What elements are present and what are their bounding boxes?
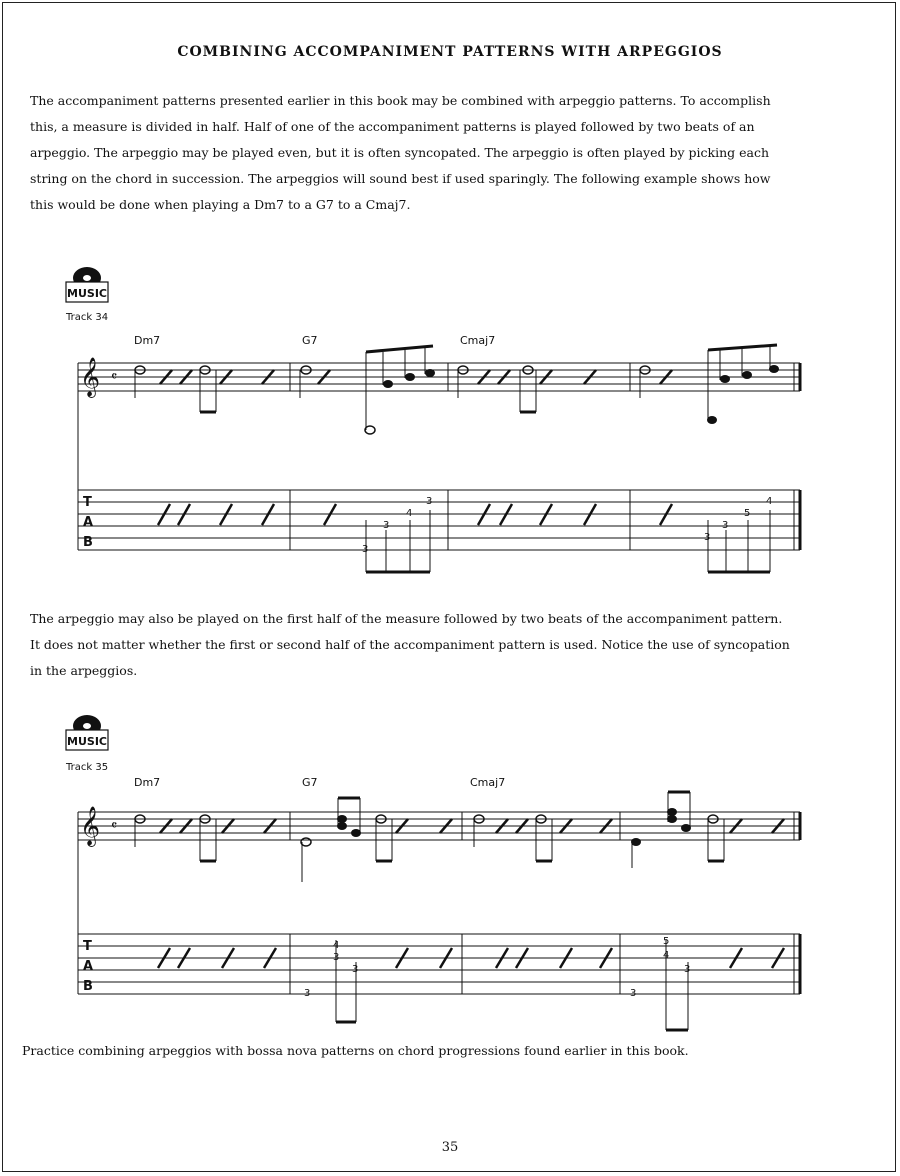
time-signature: 𝄴 <box>111 818 118 834</box>
intro-paragraph <box>30 88 870 218</box>
middle-line: in the arpeggios. <box>30 663 138 678</box>
treble-clef: 𝄞 <box>80 806 101 846</box>
cd-icon <box>60 712 114 758</box>
intro-line: string on the chord in succession. The arpeggios will sound best if used sparingly. The following example shows how <box>30 171 771 186</box>
page-number: 35 <box>441 1140 459 1155</box>
tab-number: 3 <box>352 964 359 975</box>
music-system-2 <box>0 782 900 1032</box>
tab-stems-2 <box>336 940 691 1030</box>
intro-line: The accompaniment patterns presented earlier in this book may be combined with arpeggio patterns. To accomplish <box>30 93 771 108</box>
tab-clef-letter: A <box>83 959 94 974</box>
staff-1 <box>78 363 800 550</box>
tab-number: 3 <box>630 988 637 999</box>
chord-symbol: Dm7 <box>134 334 161 347</box>
middle-paragraph <box>30 606 870 684</box>
practice-paragraph: Practice combining arpeggios with bossa nova patterns on chord progressions found earlier in this book. <box>22 1043 689 1058</box>
intro-line: this, a measure is divided in half. Half of one of the accompaniment patterns is played followed by two beats of an <box>30 119 755 134</box>
intro-line: this would be done when playing a Dm7 to a G7 to a Cmaj7. <box>30 197 411 212</box>
tab-number: 4 <box>333 940 340 951</box>
tab-number: 3 <box>704 532 711 543</box>
tab-number: 3 <box>362 544 369 555</box>
page-title: COMBINING ACCOMPANIMENT PATTERNS WITH ARPEGGIOS <box>177 44 723 60</box>
middle-line: The arpeggio may also be played on the first half of the measure followed by two beats of the accompaniment pattern. <box>30 611 783 626</box>
treble-clef: 𝄞 <box>80 357 101 397</box>
noteheads-1 <box>135 365 779 434</box>
cd-icon-label: MUSIC <box>67 287 107 300</box>
music-system-1 <box>0 340 900 580</box>
chord-symbol: Dm7 <box>134 776 161 789</box>
chord-symbol: Cmaj7 <box>470 776 506 789</box>
tab-number: 3 <box>333 952 340 963</box>
tab-clef-letter: T <box>83 495 92 510</box>
tab-clef-letter: T <box>83 939 92 954</box>
tab-number: 4 <box>766 496 773 507</box>
tab-number: 3 <box>426 496 433 507</box>
tab-staff-1 <box>78 490 800 550</box>
time-signature: 𝄴 <box>111 369 118 385</box>
tab-clef-letter: B <box>83 535 93 550</box>
tab-number: 3 <box>383 520 390 531</box>
track-label: Track 34 <box>66 312 109 323</box>
stems-1 <box>135 345 777 430</box>
tab-number: 4 <box>663 950 670 961</box>
stems-2 <box>135 792 724 882</box>
tab-clef-letter: A <box>83 515 94 530</box>
chord-symbol: G7 <box>302 334 318 347</box>
chord-symbol: G7 <box>302 776 318 789</box>
tab-number: 4 <box>406 508 413 519</box>
chord-symbol: Cmaj7 <box>460 334 496 347</box>
tab-number: 5 <box>744 508 751 519</box>
cd-icon <box>60 264 114 310</box>
staff-2 <box>78 812 800 994</box>
tab-number: 3 <box>722 520 729 531</box>
intro-line: arpeggio. The arpeggio may be played even, but it is often syncopated. The arpeggio is often played by picking each <box>30 145 770 160</box>
tab-number: 3 <box>684 964 691 975</box>
tab-number: 5 <box>663 936 670 947</box>
middle-line: It does not matter whether the first or second half of the accompaniment pattern is used. Notice the use of syncopation <box>30 637 790 652</box>
track-label: Track 35 <box>66 762 109 773</box>
tab-clef-letter: B <box>83 979 93 994</box>
cd-icon-label: MUSIC <box>67 735 107 748</box>
tab-staff-2 <box>78 934 800 994</box>
tab-number: 3 <box>304 988 311 999</box>
